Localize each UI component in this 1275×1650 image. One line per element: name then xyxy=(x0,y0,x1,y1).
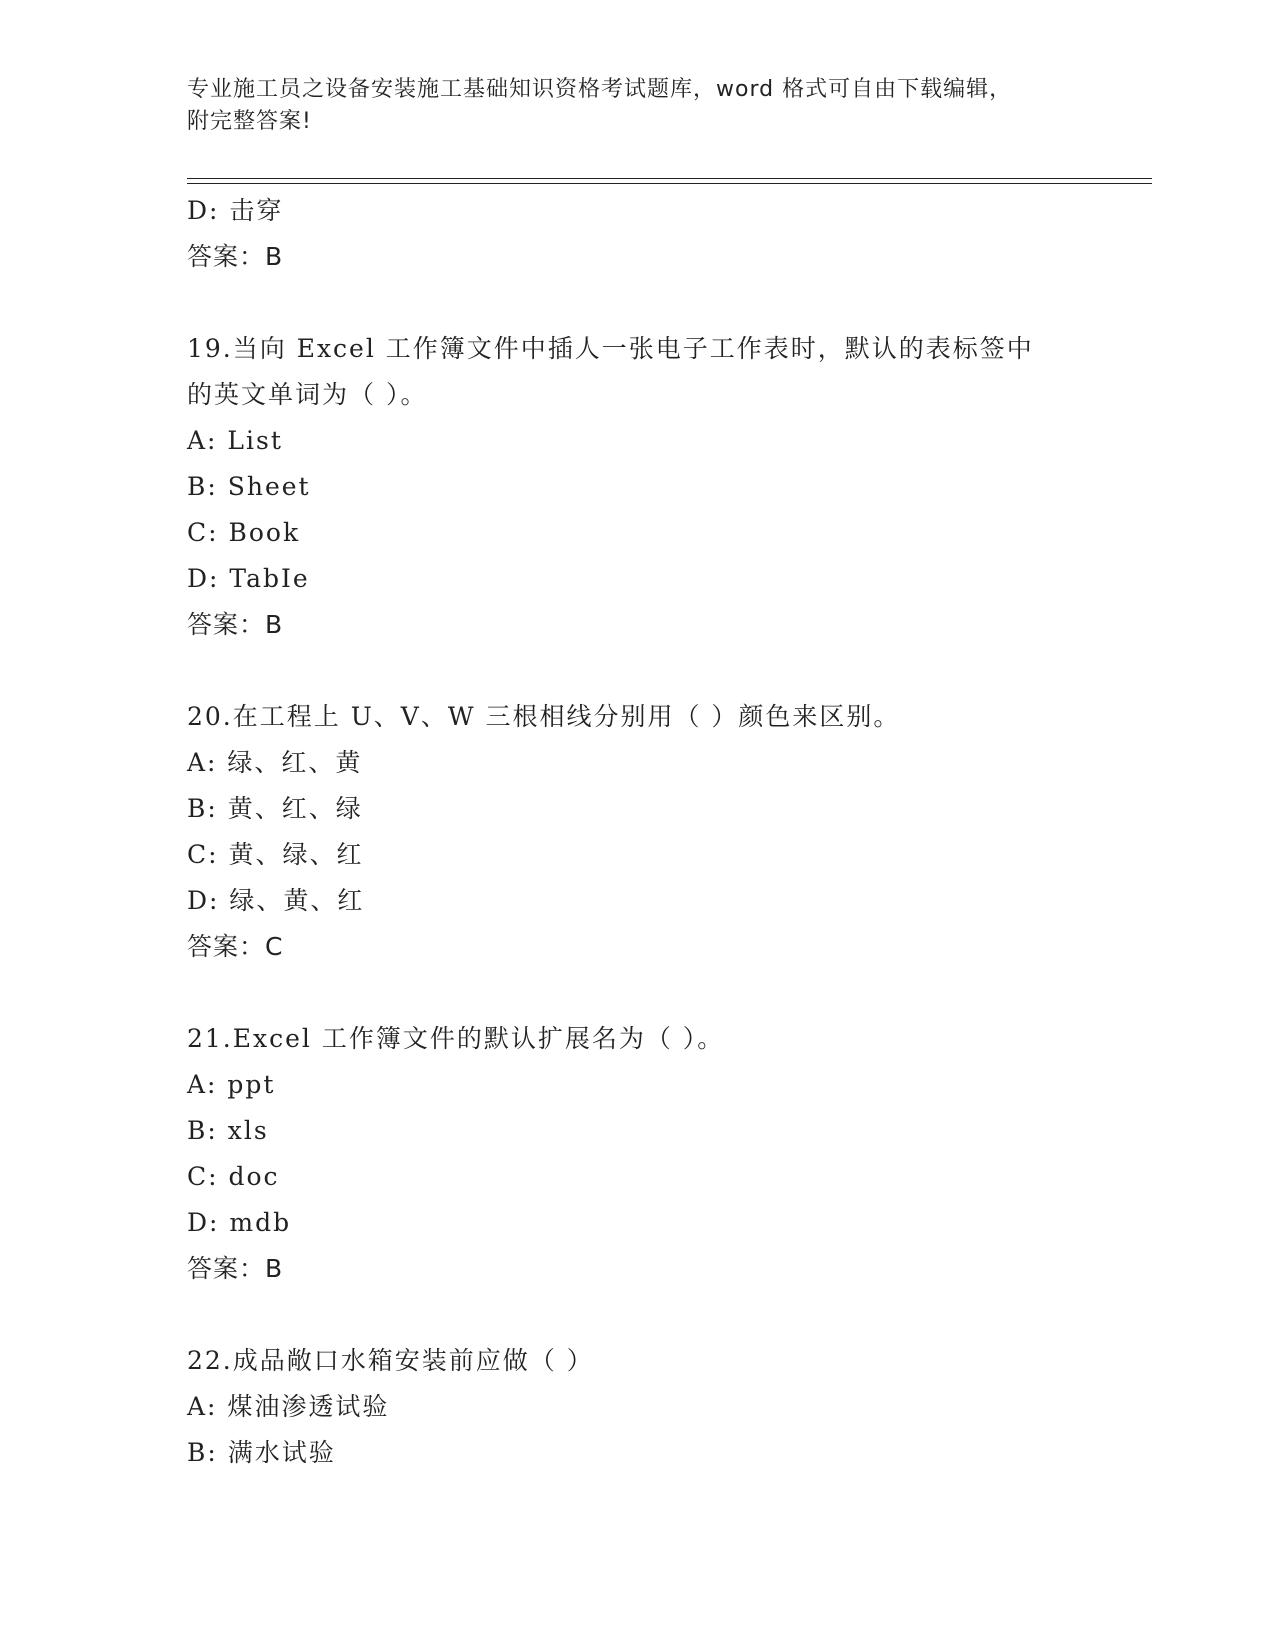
question-stem: 22.成品敞口水箱安装前应做（ ） xyxy=(187,1346,594,1375)
header-divider-top xyxy=(187,178,1152,179)
spacer xyxy=(187,648,1087,694)
option-d: D: TabIe xyxy=(187,564,310,593)
question-stem: 21.Excel 工作簿文件的默认扩展名为（ ）。 xyxy=(187,1024,725,1053)
answer-line: 答案：B xyxy=(187,610,284,639)
option-a: A: 煤油渗透试验 xyxy=(187,1392,390,1421)
option-a: A: 绿、红、黄 xyxy=(187,748,363,777)
option-b: B: Sheet xyxy=(187,472,311,501)
header-line-2: 附完整答案! xyxy=(187,109,312,134)
question-19 xyxy=(187,326,1087,648)
question-21 xyxy=(187,1016,1087,1292)
answer-line: 答案：C xyxy=(187,932,284,961)
option-a: A: List xyxy=(187,426,283,455)
option-d: D: 击穿 xyxy=(187,196,284,225)
option-b: B: 黄、红、绿 xyxy=(187,794,363,823)
option-c: C: doc xyxy=(187,1162,280,1191)
header-line-1: 专业施工员之设备安装施工基础知识资格考试题库，word 格式可自由下载编辑， xyxy=(187,77,1013,102)
spacer xyxy=(187,970,1087,1016)
option-b: B: 满水试验 xyxy=(187,1438,336,1467)
question-stem: 20.在工程上 U、V、W 三根相线分别用（ ）颜色来区别。 xyxy=(187,702,901,731)
header-divider-bottom xyxy=(187,183,1152,184)
question-stem-continued: 的英文单词为（ ）。 xyxy=(187,380,428,409)
question-stem: 19.当向 Excel 工作簿文件中插人一张电子工作表时，默认的表标签中 xyxy=(187,334,1034,363)
question-list xyxy=(187,188,1087,1476)
question-20 xyxy=(187,694,1087,970)
question-22 xyxy=(187,1338,1087,1476)
option-c: C: 黄、绿、红 xyxy=(187,840,364,869)
option-c: C: Book xyxy=(187,518,301,547)
answer-line: 答案：B xyxy=(187,1254,284,1283)
option-d: D: 绿、黄、红 xyxy=(187,886,365,915)
spacer xyxy=(187,1292,1087,1338)
answer-line: 答案：B xyxy=(187,242,284,271)
option-a: A: ppt xyxy=(187,1070,276,1099)
option-d: D: mdb xyxy=(187,1208,292,1237)
option-b: B: xls xyxy=(187,1116,269,1145)
page-header xyxy=(187,74,1067,138)
spacer xyxy=(187,280,1087,326)
